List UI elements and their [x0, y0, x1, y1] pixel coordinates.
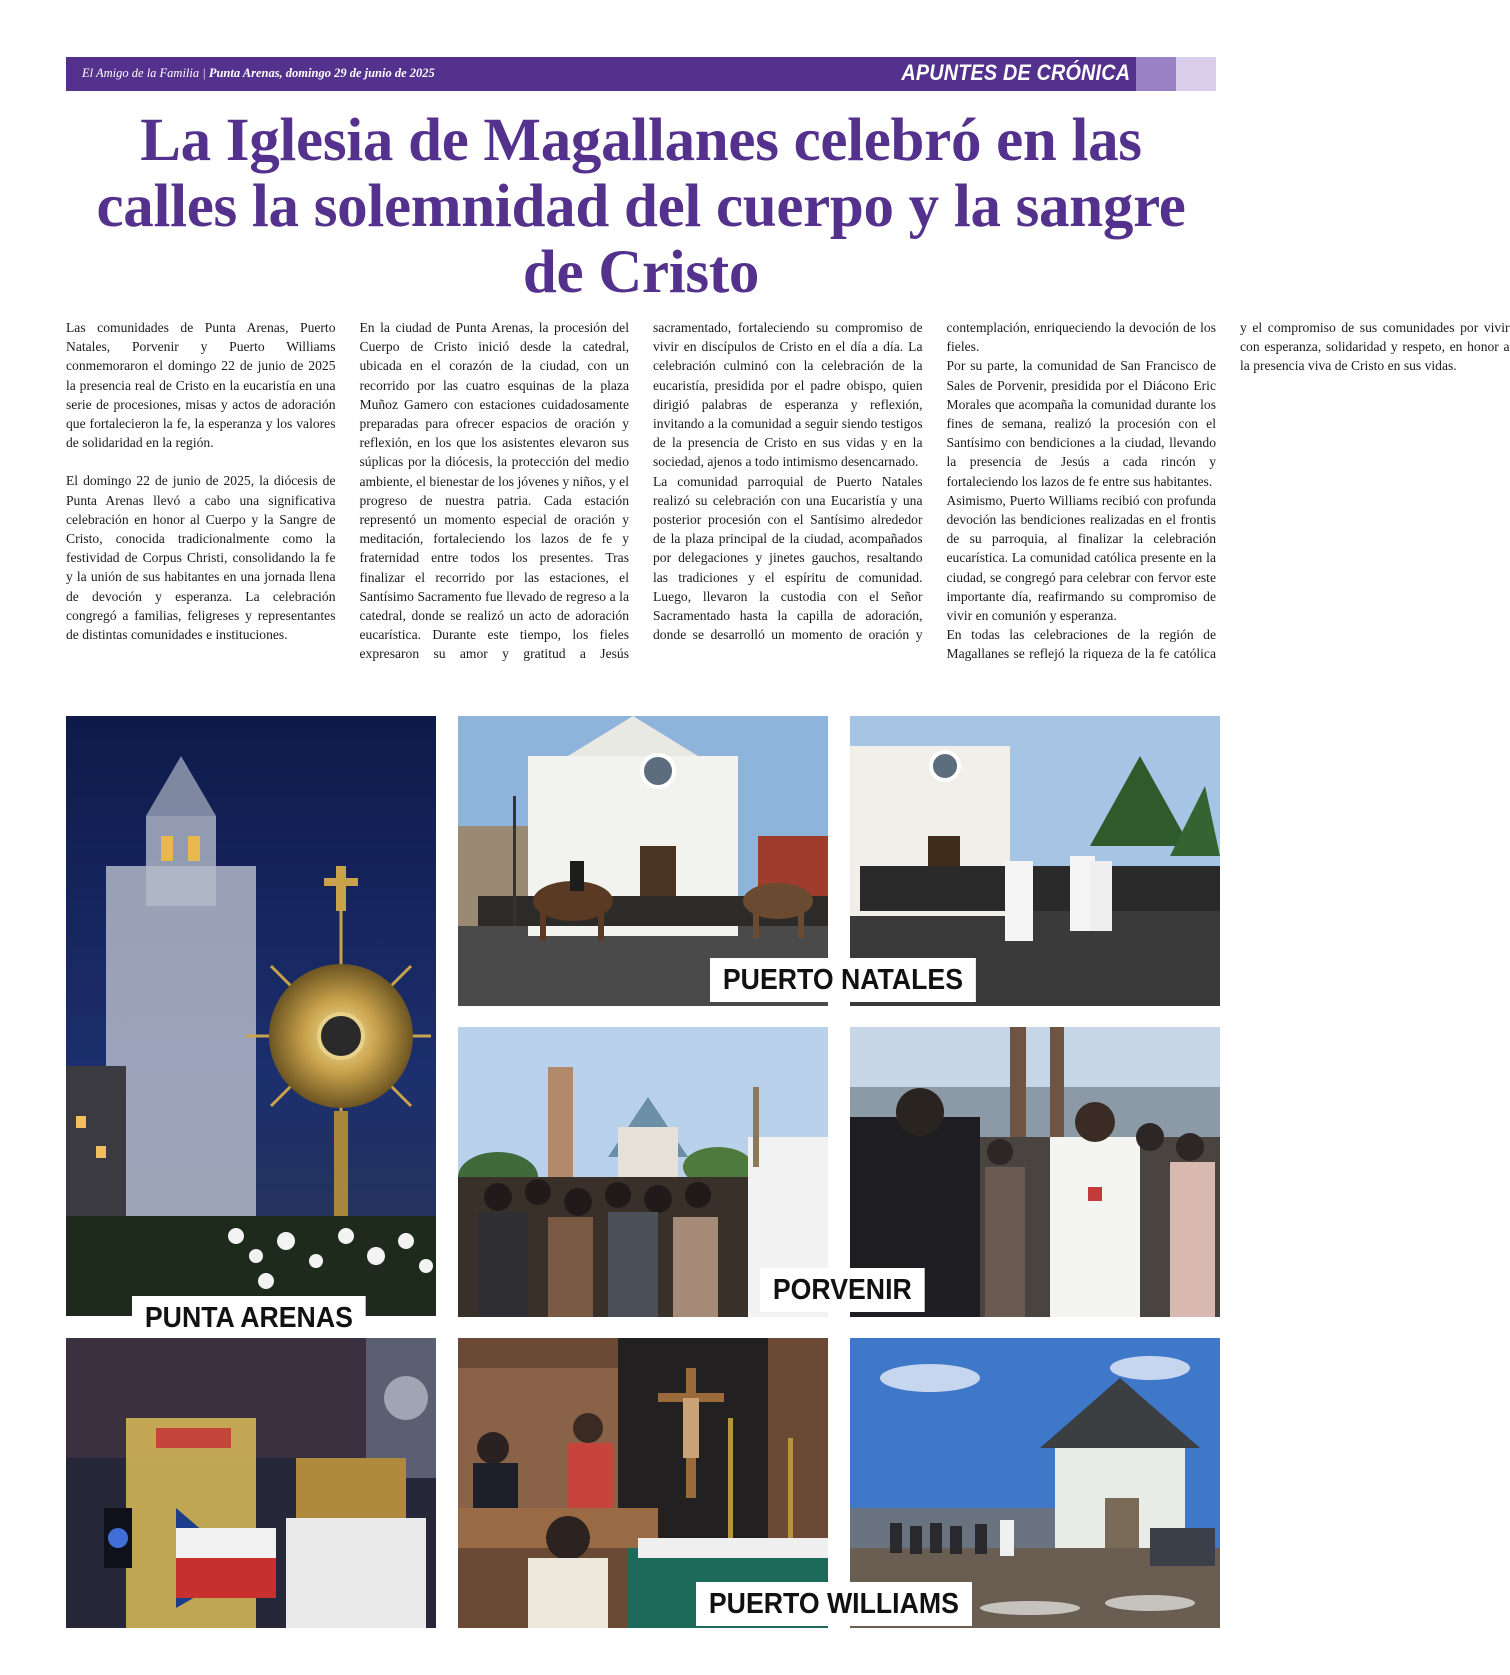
- article-headline: La Iglesia de Magallanes celebró en las calles la solemnidad del cuerpo y la sangre de Cristo: [96, 107, 1186, 306]
- photo-punta-arenas-monstrance: [66, 716, 436, 1316]
- paragraph: En la ciudad de Punta Arenas, la procesión del Cuerpo de Cristo inició desde la catedral, ubicada en el corazón de la ciudad, con un recorrido por las cuatro esquinas de la plaza Muñoz Gamero con estaciones cuidadosamente preparadas para ofrecer espacios de oración y reflexión, en los que los asistentes elevaron sus súplicas por la diócesis, la protección del medio ambiente, el bienestar de los jóvenes y niños, y el progreso de nuestra patria. Cada estación representó un momento especial de oración y meditación, fortaleciendo los lazos de fe y fraternidad entre todos los presentes. Tras finalizar el recorrido por las estaciones, el Santísimo Sacramento fue llevado de regreso a la catedral, donde se realizó un acto de adoración eucarística. Durante este tiempo, los fieles expresaron su amor y gratitud a Jesús sacramentado, fortaleciendo su compromiso de vivir en discípulos de Cristo en el día a día. La celebración culminó con la celebración de la eucaristía, presidida por el padre obispo, quien dirigió palabras de esperanza y reflexión, invitando a la comunidad a seguir siendo testigos de la presencia de Cristo en sus vidas y en la sociedad, ajenos a todo intimismo desencarnado.: [359, 320, 923, 662]
- paragraph: La comunidad parroquial de Puerto Natales realizó su celebración con una Eucaristía y una posterior procesión con el Santísimo alrededor de la plaza principal de la ciudad, acompañados por delegaciones y jinetes gauchos, resaltando las tradiciones y el espíritu de comunidad. Luego, llevaron la custodia con el Señor Sacramentado hasta la capilla de adoración, donde se desarrolló un momento de oración y contemplación, enriqueciendo la devoción de los fieles.: [653, 320, 1216, 643]
- label-puerto-williams: PUERTO WILLIAMS: [696, 1582, 972, 1626]
- header-tab-accent-light: [1176, 57, 1216, 91]
- header-bar: [66, 57, 1216, 91]
- paragraph-lead: Las comunidades de Punta Arenas, Puerto Natales, Porvenir y Puerto Williams conmemoraron el domingo 22 de junio de 2025 la presencia real de Cristo en la eucaristía en una serie de procesiones, misas y actos de adoración que fortalecieron la fe, la esperanza y los valores de solidaridad en la región.: [66, 320, 336, 451]
- header-meta: [82, 66, 435, 81]
- place-date: Punta Arenas, domingo 29 de junio de 2025: [208, 66, 435, 80]
- paragraph: Asimismo, Puerto Williams recibió con profunda devoción las bendiciones realizadas en el frontis de su parroquia, al finalizar la celebración eucarística. La comunidad católica presente en la ciudad, se congregó para celebrar con fervor este importante día, reafirmando su compromiso de vivir en comunión y esperanza.: [946, 492, 1216, 624]
- label-punta-arenas: PUNTA ARENAS: [132, 1296, 366, 1340]
- photo-punta-arenas-altar: [66, 1338, 436, 1628]
- paragraph: En todas las celebraciones de la región de Magallanes se reflejó la riqueza de la fe católica y el compromiso de sus comunidades por vivir con esperanza, solidaridad y respeto, en honor a la presencia viva de Cristo en sus vidas.: [946, 320, 1510, 662]
- label-porvenir: PORVENIR: [760, 1268, 925, 1312]
- article-body: [66, 318, 1510, 680]
- paragraph: El domingo 22 de junio de 2025, la diócesis de Punta Arenas llevó a cabo una significativa celebración en honor al Cuerpo y la Sangre de Cristo, conocida tradicionalmente como la festividad de Corpus Christi, consolidando la fe y la unión de sus habitantes en una jornada llena de devoción y esperanza. La celebración congregó a familias, feligreses y representantes de distintas comunidades e instituciones.: [66, 473, 336, 643]
- label-puerto-natales: PUERTO NATALES: [710, 958, 976, 1002]
- header-tab-accent: [1136, 57, 1176, 91]
- publication-name: El Amigo de la Familia: [82, 66, 200, 80]
- paragraph: Por su parte, la comunidad de San Francisco de Sales de Porvenir, presidida por el Diácono Eric Morales que acompaña la comunidad durante los fines de semana, realizó la procesión con el Santísimo con bendiciones a la ciudad, llevando la presencia de Jesús a cada rincón y fortaleciendo los lazos de fe entre sus habitantes.: [946, 358, 1216, 489]
- section-title: APUNTES DE CRÓNICA: [901, 60, 1130, 85]
- header-separator: |: [199, 66, 209, 80]
